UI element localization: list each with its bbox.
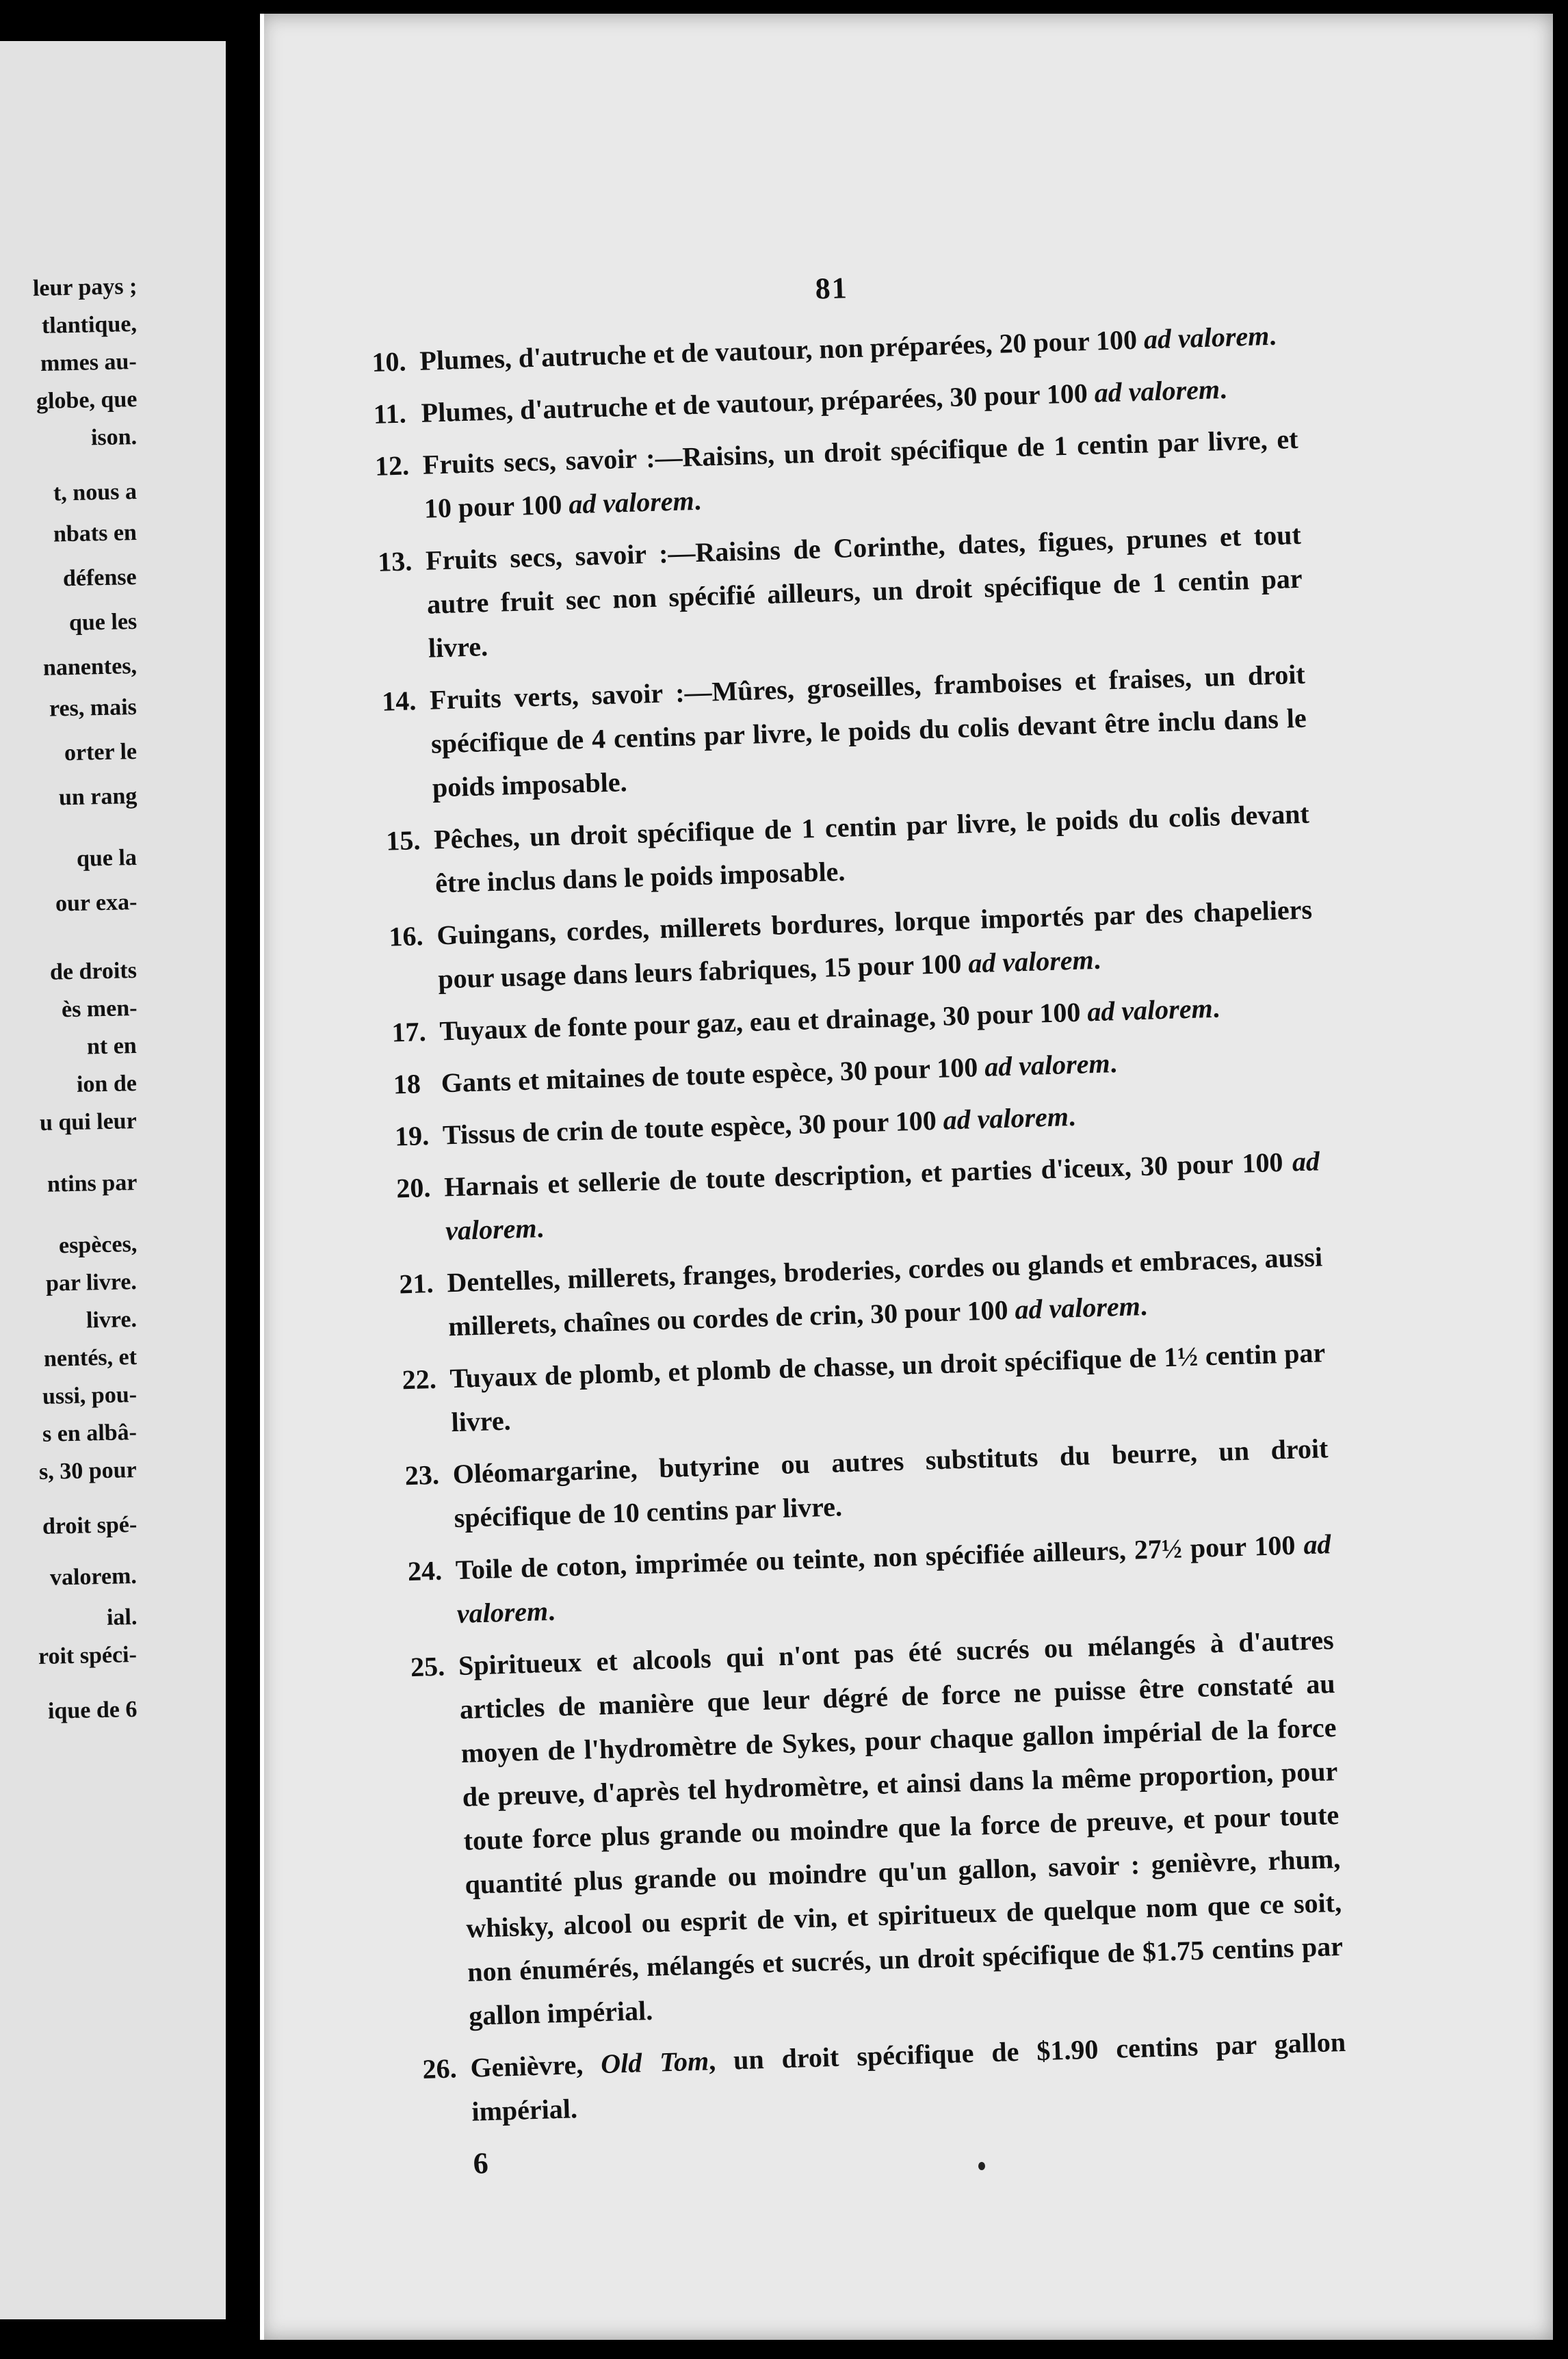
entry-number: 26.	[421, 2052, 458, 2085]
entry-text: Pêches, un droit spécifique de 1 centin par livre, le poids du colis devant être inclus dans le poids imposable.	[433, 798, 1310, 899]
facing-page-fragment: nt en	[86, 1033, 138, 1060]
facing-page-fragment: nentés, et	[43, 1344, 138, 1372]
entry-number: 18	[393, 1068, 421, 1100]
entry-text: Harnais et sellerie de toute description, et parties d'iceux, 30 pour 100	[443, 1146, 1284, 1203]
facing-page-fragment: s en albâ-	[42, 1420, 138, 1447]
facing-page-fragment: nanentes,	[42, 653, 138, 681]
facing-page-fragment: our exa-	[55, 889, 138, 917]
entry-italic: ad valorem	[942, 1101, 1069, 1136]
entry-body	[436, 888, 1314, 1002]
entry-number: 21.	[398, 1267, 434, 1300]
entry-number: 16.	[388, 920, 424, 952]
facing-page-fragment: ntins par	[47, 1170, 138, 1197]
entry-italic: ad valorem	[984, 1047, 1111, 1082]
entry-number: 14.	[381, 685, 417, 717]
entry-tail: .	[1219, 373, 1227, 405]
facing-page-fragment: ion de	[76, 1071, 138, 1097]
facing-page-fragment: valorem.	[49, 1563, 138, 1591]
entry-body	[422, 417, 1300, 531]
entry-text: Tuyaux de plomb, et plomb de chasse, un droit spécifique de 1½ centin par livre.	[449, 1337, 1326, 1438]
entry-number: 25.	[410, 1650, 445, 1683]
entry-body	[470, 2020, 1348, 2134]
entry-text: Oléomargarine, butyrine ou autres substituts du beurre, un droit spécifique de 10 centins par livre.	[452, 1433, 1329, 1534]
facing-page-fragment: t, nous a	[53, 479, 138, 506]
entry-body	[449, 1331, 1327, 1444]
entry-text: Fruits secs, savoir :—Raisins de Corinthe, dates, figues, prunes et tout autre fruit sec non spécifié ailleurs, un droit spécifique de 1 centin par livre.	[425, 519, 1303, 664]
tariff-entry	[389, 888, 1314, 1003]
facing-page-fragment: de droits	[49, 958, 138, 985]
entry-tail: .	[1140, 1290, 1148, 1322]
tariff-entry	[404, 1426, 1330, 1541]
facing-page-fragment: défense	[62, 564, 138, 592]
facing-page-fragment: ique de 6	[47, 1697, 138, 1724]
tariff-entry	[402, 1331, 1327, 1446]
entry-tail: .	[1212, 992, 1220, 1024]
facing-page	[0, 41, 226, 2319]
entry-body	[447, 1235, 1324, 1348]
entry-italic: ad valorem	[456, 1528, 1332, 1630]
entry-number: 11.	[373, 397, 407, 430]
page-number: 81	[814, 271, 849, 306]
tariff-entry	[422, 2020, 1348, 2135]
facing-page-fragment: mmes au-	[40, 349, 138, 376]
ink-speck	[978, 2162, 985, 2170]
tariff-entry	[410, 1618, 1344, 2039]
entry-number: 19.	[394, 1119, 430, 1152]
facing-page-fragment: ès men-	[61, 995, 138, 1023]
entry-tail: .	[1109, 1047, 1118, 1079]
entry-tail: .	[1093, 943, 1101, 976]
tariff-entry	[374, 417, 1300, 532]
facing-page-fragment: ison.	[90, 424, 138, 451]
entry-number: 17.	[391, 1016, 427, 1048]
tariff-entry	[395, 1139, 1321, 1254]
entry-number: 22.	[402, 1363, 437, 1396]
facing-page-fragment: que la	[76, 845, 138, 872]
entry-italic: ad valorem	[967, 944, 1095, 979]
tariff-entries	[371, 313, 1348, 2135]
entry-number: 15.	[385, 824, 421, 857]
entry-tail: .	[1068, 1100, 1076, 1132]
facing-page-fragment: ussi, pou-	[42, 1382, 138, 1409]
entry-text: Fruits secs, savoir :—Raisins, un droit spécifique de 1 centin par livre, et 10 pour 100	[422, 423, 1299, 524]
entry-italic: ad valorem	[568, 485, 695, 520]
tariff-entry	[377, 513, 1304, 672]
tariff-entry	[399, 1235, 1324, 1350]
entry-text: Genièvre,	[469, 2048, 584, 2083]
entry-italic: ad valorem	[445, 1145, 1320, 1247]
entry-body	[452, 1426, 1330, 1540]
entry-italic: ad valorem	[1143, 320, 1270, 355]
entry-tail: .	[693, 484, 702, 517]
facing-page-fragment: res, mais	[49, 694, 138, 722]
facing-page-fragment: leur pays ;	[32, 274, 138, 302]
entry-italic: ad valorem	[1094, 374, 1220, 408]
entry-italic: ad valorem	[1086, 992, 1214, 1028]
entry-text: Guingans, cordes, millerets bordures, lorque importés par des chapeliers pour usage dans leurs fabriques, 15 pour 100	[436, 894, 1313, 995]
page-text	[369, 253, 1349, 2187]
entry-body	[443, 1139, 1321, 1253]
facing-page-fragment: un rang	[58, 783, 138, 811]
facing-page-fragment: ial.	[106, 1604, 138, 1630]
entry-number: 23.	[404, 1459, 440, 1491]
entry-body	[433, 792, 1311, 906]
tariff-entry	[407, 1522, 1333, 1637]
facing-page-fragment: orter le	[64, 739, 138, 766]
entry-italic: ad valorem	[1014, 1290, 1141, 1325]
facing-page-fragment: espèces,	[58, 1231, 138, 1259]
entry-italic: Old Tom	[600, 2045, 709, 2080]
entry-tail: , un droit spécifique de $1.90 centins par gallon impérial.	[471, 2026, 1346, 2127]
facing-page-fragment: nbats en	[53, 520, 138, 547]
facing-page-fragment: livre.	[86, 1307, 138, 1333]
main-page	[260, 14, 1553, 2340]
entry-text: Tuyaux de fonte pour gaz, eau et drainage, 30 pour 100	[439, 996, 1081, 1047]
entry-number: 24.	[407, 1554, 443, 1587]
entry-body	[425, 513, 1304, 670]
tariff-entry	[385, 792, 1311, 907]
facing-page-fragment: par livre.	[45, 1269, 138, 1296]
facing-page-fragment: droit spé-	[42, 1512, 138, 1539]
entry-text: Tissus de crin de toute espèce, 30 pour 100	[442, 1104, 937, 1151]
entry-tail: .	[536, 1212, 545, 1244]
entry-text: Spiritueux et alcools qui n'ont pas été sucrés ou mélangés à d'autres articles de manière que leur dégré de force ne puisse être constaté au moyen de l'hydromètre de Sykes, pour chaque gallon impérial de la force de preuve, d'après tel hydromètre, et ainsi dans la même proportion, pour toute force plus grande ou moindre que la force de preuve, et pour toute quantité plus grande ou moindre qu'un gallon, savoir : genièvre, rhum, whisky, alcool ou esprit de vin, et spiritueux de quelque nom que ce soit, non énumérés, mélangés et sucrés, un droit spécifique de $1.75 centins par gallon impérial.	[458, 1624, 1344, 2031]
facing-page-fragment: u qui leur	[39, 1108, 138, 1136]
entry-number: 13.	[377, 545, 413, 577]
entry-tail: .	[547, 1595, 556, 1627]
entry-text: Toile de coton, imprimée ou teinte, non spécifiée ailleurs, 27½ pour 100	[455, 1529, 1296, 1586]
entry-body	[458, 1618, 1345, 2038]
entry-number: 10.	[371, 346, 407, 378]
entry-text: Gants et mitaines de toute espèce, 30 pour 100	[441, 1052, 978, 1099]
entry-text: Plumes, d'autruche et de vautour, non préparées, 20 pour 100	[419, 324, 1138, 376]
facing-page-fragment: globe, que	[36, 387, 138, 415]
entry-text: Plumes, d'autruche et de vautour, préparées, 30 pour 100	[421, 377, 1088, 428]
entry-number: 12.	[374, 449, 410, 482]
entry-number: 20.	[395, 1171, 432, 1204]
facing-page-fragment: s, 30 pour	[38, 1457, 138, 1485]
facing-page-fragment: que les	[68, 609, 138, 636]
entry-tail: .	[1268, 320, 1277, 352]
signature-mark: 6	[472, 2146, 489, 2180]
entry-text: Dentelles, millerets, franges, broderies, cordes ou glands et embraces, aussi millerets, chaînes ou cordes de crin, 30 pour 100	[446, 1241, 1323, 1342]
entry-body	[429, 653, 1308, 810]
facing-page-fragment: tlantique,	[41, 311, 138, 339]
tariff-entry	[381, 653, 1308, 811]
page-edge	[260, 14, 264, 2340]
entry-text: Fruits verts, savoir :—Mûres, groseilles, framboises et fraises, un droit spécifique de 4 centins par livre, le poids du colis devant être inclu dans le poids imposable.	[429, 658, 1307, 803]
facing-page-fragment: roit spéci-	[38, 1642, 138, 1670]
entry-body	[455, 1522, 1333, 1636]
